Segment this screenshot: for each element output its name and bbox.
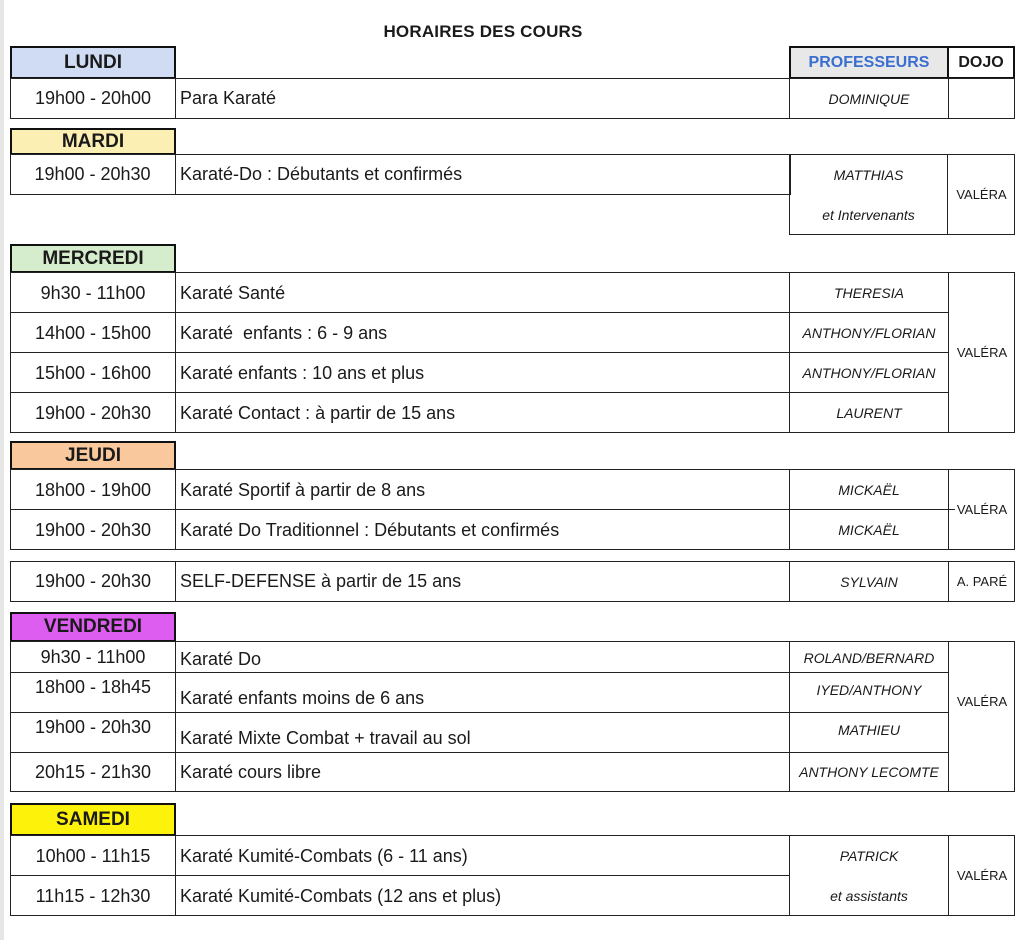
day-jeudi: JEUDI: [10, 441, 176, 470]
time: 14h00 - 15h00: [34, 322, 152, 343]
professor: ANTHONY LECOMTE: [799, 764, 939, 780]
professor: SYLVAIN: [840, 573, 898, 590]
professor-line-1: PATRICK: [839, 848, 899, 864]
day-lundi: LUNDI: [10, 46, 176, 79]
course: Karaté Do: [180, 649, 262, 669]
course: Karaté enfants : 10 ans et plus: [180, 362, 425, 383]
professor: DOMINIQUE: [828, 90, 910, 107]
table-mardi: [10, 154, 1015, 235]
professor: THERESIA: [833, 285, 904, 301]
day-mercredi: MERCREDI: [10, 244, 176, 273]
course: Para Karaté: [180, 88, 277, 108]
page-title: HORAIRES DES COURS: [383, 22, 583, 41]
course: Karaté Do Traditionnel : Débutants et confirmés: [180, 519, 560, 540]
time: 19h00 - 20h30: [34, 571, 152, 591]
table-samedi: [10, 835, 1015, 916]
time: 11h15 - 12h30: [35, 885, 151, 906]
header-professeurs: PROFESSEURS: [789, 46, 949, 79]
dojo: VALÉRA: [956, 693, 1008, 709]
professor: MICKAËL: [838, 522, 900, 538]
professor: IYED/ANTHONY: [816, 682, 922, 698]
dojo: VALÉRA: [956, 187, 1007, 202]
professor: MICKAËL: [838, 482, 900, 498]
day-vendredi: VENDREDI: [10, 612, 176, 642]
professor-line-2: et assistants: [830, 888, 908, 904]
table-jeudi: [10, 469, 1015, 550]
header-dojo: DOJO: [947, 46, 1015, 79]
course: Karaté Kumité-Combats (6 - 11 ans): [180, 845, 468, 866]
time: 15h00 - 16h00: [34, 362, 152, 383]
dojo: VALÉRA: [956, 345, 1008, 360]
time: 18h00 - 19h00: [34, 479, 152, 500]
professor: ANTHONY/FLORIAN: [802, 365, 936, 381]
time: 19h00 - 20h30: [34, 164, 151, 184]
professor: MATHIEU: [838, 722, 900, 738]
table-vendredi: [10, 641, 1015, 792]
day-samedi: SAMEDI: [10, 803, 176, 836]
professor: LAURENT: [836, 405, 902, 421]
time: 19h00 - 20h30: [34, 402, 152, 423]
course: Karaté enfants : 6 - 9 ans: [180, 322, 388, 343]
dojo: [949, 79, 1015, 118]
table-self-defense: [10, 561, 1015, 602]
course: Karaté-Do : Débutants et confirmés: [180, 164, 463, 184]
time: 10h00 - 11h15: [35, 845, 151, 866]
time: 19h00 - 20h30: [34, 717, 152, 737]
time: 9h30 - 11h00: [40, 282, 146, 303]
day-mardi: MARDI: [10, 128, 176, 155]
course: Karaté enfants moins de 6 ans: [180, 688, 425, 708]
dojo: VALÉRA: [956, 868, 1008, 883]
course: Karaté Contact : à partir de 15 ans: [180, 402, 456, 423]
table-lundi: [10, 78, 1015, 119]
course: Karaté Kumité-Combats (12 ans et plus): [180, 885, 502, 906]
time: 18h00 - 18h45: [34, 677, 152, 697]
professor: ANTHONY/FLORIAN: [802, 325, 936, 341]
course: SELF-DEFENSE à partir de 15 ans: [180, 571, 462, 591]
time: 9h30 - 11h00: [40, 647, 146, 667]
time: 19h00 - 20h30: [34, 519, 152, 540]
professor: ROLAND/BERNARD: [803, 649, 935, 666]
professor-line-1: MATTHIAS: [833, 167, 904, 183]
course: Karaté cours libre: [180, 761, 322, 782]
dojo: VALÉRA: [956, 502, 1008, 517]
course: Karaté Santé: [180, 282, 286, 303]
table-mercredi: [10, 272, 1015, 433]
dojo: A. PARÉ: [956, 574, 1008, 589]
time: 20h15 - 21h30: [34, 761, 152, 782]
page-edge: [0, 0, 4, 940]
time: 19h00 - 20h00: [34, 88, 152, 108]
professor-line-2: et Intervenants: [822, 207, 915, 223]
course: Karaté Mixte Combat + travail au sol: [180, 728, 471, 748]
course: Karaté Sportif à partir de 8 ans: [180, 479, 426, 500]
